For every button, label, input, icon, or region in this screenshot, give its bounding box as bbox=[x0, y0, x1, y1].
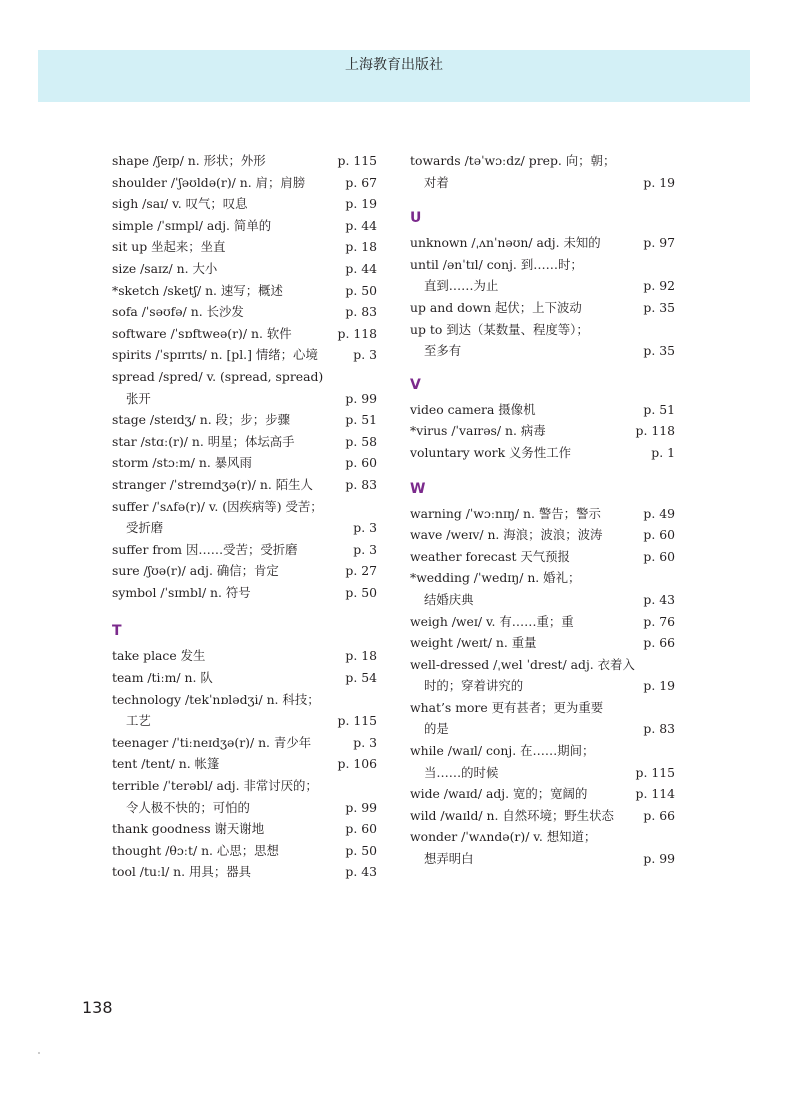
entry-page-ref: p. 106 bbox=[337, 756, 377, 772]
entry-page-ref: p. 83 bbox=[345, 476, 377, 492]
entry-page-ref: p. 60 bbox=[345, 821, 377, 837]
entry-continuation-line: 令人极不快的；可怕的 bbox=[126, 799, 250, 815]
entry-page-ref: p. 66 bbox=[643, 807, 675, 823]
entry-headword-line: suffer from 因……受苦；受折磨 bbox=[112, 541, 298, 557]
section-letter-v: V bbox=[410, 376, 421, 393]
entry-headword-line: warning /ˈwɔːnɪŋ/ n. 警告；警示 bbox=[410, 505, 601, 521]
entry-headword-line: storm /stɔːm/ n. 暴风雨 bbox=[112, 455, 252, 471]
entry-page-ref: p. 3 bbox=[353, 520, 377, 536]
entry-page-ref: p. 118 bbox=[635, 423, 675, 439]
glossary-entry bbox=[112, 689, 377, 732]
glossary-entry bbox=[112, 409, 377, 431]
glossary-entry bbox=[112, 193, 377, 215]
entry-headword-line: what’s more 更有甚者；更为重要 bbox=[410, 699, 604, 715]
entry-headword-line: wave /weɪv/ n. 海浪；波浪；波涛 bbox=[410, 527, 603, 543]
entry-page-ref: p. 1 bbox=[651, 444, 675, 460]
entry-page-ref: p. 67 bbox=[345, 174, 377, 190]
entry-page-ref: p. 50 bbox=[345, 282, 377, 298]
entry-continuation-line: 至多有 bbox=[424, 343, 462, 359]
glossary-entry bbox=[112, 323, 377, 345]
entry-headword-line: while /waɪl/ conj. 在……期间； bbox=[410, 743, 595, 759]
glossary-entry bbox=[410, 826, 675, 869]
entry-headword-line: spread /spred/ v. (spread, spread) bbox=[112, 368, 324, 384]
entry-headword-line: sigh /saɪ/ v. 叹气；叹息 bbox=[112, 196, 248, 212]
entry-headword-line: sit up 坐起来；坐直 bbox=[112, 239, 226, 255]
glossary-entry bbox=[112, 560, 377, 582]
glossary-entry bbox=[112, 236, 377, 258]
glossary-entry bbox=[112, 539, 377, 561]
entry-headword-line: tool /tuːl/ n. 用具；器具 bbox=[112, 864, 251, 880]
entry-continuation-line: 想弄明白 bbox=[424, 851, 474, 867]
glossary-entry bbox=[410, 805, 675, 827]
glossary-entry bbox=[112, 840, 377, 862]
glossary-entry bbox=[112, 258, 377, 280]
entry-headword-line: wonder /ˈwʌndə(r)/ v. 想知道； bbox=[410, 829, 597, 845]
glossary-entry bbox=[112, 645, 377, 667]
glossary-entry bbox=[410, 297, 675, 319]
glossary-entry bbox=[410, 319, 675, 362]
entry-page-ref: p. 3 bbox=[353, 734, 377, 750]
glossary-entry bbox=[410, 524, 675, 546]
glossary-entry bbox=[112, 753, 377, 775]
entry-page-ref: p. 3 bbox=[353, 541, 377, 557]
glossary-entry bbox=[410, 697, 675, 740]
glossary-entry bbox=[410, 740, 675, 783]
entry-page-ref: p. 99 bbox=[345, 390, 377, 406]
glossary-entry bbox=[112, 775, 377, 818]
glossary-entry bbox=[410, 503, 675, 525]
entry-page-ref: p. 18 bbox=[345, 648, 377, 664]
entry-page-ref: p. 19 bbox=[643, 174, 675, 190]
header-band bbox=[38, 50, 750, 102]
page-number: 138 bbox=[82, 998, 113, 1017]
entry-headword-line: *wedding /ˈwedɪŋ/ n. 婚礼； bbox=[410, 570, 581, 586]
entry-page-ref: p. 19 bbox=[345, 196, 377, 212]
glossary-column-left bbox=[112, 150, 377, 883]
entry-page-ref: p. 115 bbox=[635, 764, 675, 780]
entry-headword-line: up to 到达（某数量、程度等）； bbox=[410, 321, 589, 337]
glossary-entry bbox=[112, 861, 377, 883]
glossary-entry bbox=[112, 172, 377, 194]
entry-page-ref: p. 99 bbox=[345, 799, 377, 815]
glossary-entry bbox=[410, 232, 675, 254]
glossary-entry bbox=[410, 783, 675, 805]
entry-continuation-line: 对着 bbox=[424, 174, 449, 190]
glossary-entry bbox=[112, 474, 377, 496]
glossary-entry bbox=[410, 254, 675, 297]
entry-page-ref: p. 58 bbox=[345, 433, 377, 449]
entry-headword-line: simple /ˈsɪmpl/ adj. 简单的 bbox=[112, 217, 272, 233]
glossary-entry bbox=[112, 215, 377, 237]
glossary-entry bbox=[112, 150, 377, 172]
entry-page-ref: p. 60 bbox=[345, 455, 377, 471]
entry-page-ref: p. 97 bbox=[643, 235, 675, 251]
glossary-entry bbox=[410, 420, 675, 442]
glossary-entry bbox=[112, 818, 377, 840]
entry-headword-line: take place 发生 bbox=[112, 648, 206, 664]
entry-headword-line: well-dressed /ˌwel ˈdrest/ adj. 衣着入 bbox=[410, 656, 635, 672]
entry-headword-line: voluntary work 义务性工作 bbox=[410, 444, 571, 460]
entry-headword-line: terrible /ˈterəbl/ adj. 非常讨厌的； bbox=[112, 778, 318, 794]
entry-headword-line: thank goodness 谢天谢地 bbox=[112, 821, 265, 837]
entry-headword-line: sofa /ˈsəʊfə/ n. 长沙发 bbox=[112, 304, 244, 320]
entry-page-ref: p. 114 bbox=[635, 786, 675, 802]
entry-headword-line: weather forecast 天气预报 bbox=[410, 548, 570, 564]
entry-page-ref: p. 66 bbox=[643, 635, 675, 651]
entry-page-ref: p. 18 bbox=[345, 239, 377, 255]
entry-page-ref: p. 92 bbox=[643, 278, 675, 294]
entry-headword-line: wild /waɪld/ n. 自然环境；野生状态 bbox=[410, 807, 614, 823]
entry-page-ref: p. 51 bbox=[643, 401, 675, 417]
glossary-entry bbox=[112, 344, 377, 366]
entry-headword-line: stranger /ˈstreɪndʒə(r)/ n. 陌生人 bbox=[112, 476, 313, 492]
entry-page-ref: p. 49 bbox=[643, 505, 675, 521]
glossary-entry bbox=[112, 301, 377, 323]
entry-headword-line: shape /ʃeɪp/ n. 形状；外形 bbox=[112, 153, 266, 168]
glossary-entry bbox=[112, 496, 377, 539]
entry-continuation-line: 当……的时候 bbox=[424, 764, 499, 780]
entry-headword-line: star /stɑː(r)/ n. 明星；体坛高手 bbox=[112, 433, 295, 449]
entry-page-ref: p. 44 bbox=[345, 217, 377, 233]
entry-page-ref: p. 43 bbox=[345, 864, 377, 880]
entry-continuation-line: 结婚庆典 bbox=[424, 591, 474, 607]
entry-headword-line: symbol /ˈsɪmbl/ n. 符号 bbox=[112, 584, 251, 600]
glossary-entry bbox=[410, 654, 675, 697]
entry-page-ref: p. 19 bbox=[643, 678, 675, 694]
entry-headword-line: weight /weɪt/ n. 重量 bbox=[410, 635, 537, 651]
entry-continuation-line: 直到……为止 bbox=[424, 278, 499, 294]
entry-page-ref: p. 83 bbox=[345, 304, 377, 320]
glossary-entry bbox=[112, 452, 377, 474]
entry-headword-line: until /ənˈtɪl/ conj. 到……时； bbox=[410, 256, 583, 272]
glossary-entry bbox=[410, 632, 675, 654]
glossary-entry bbox=[410, 567, 675, 610]
section-letter-u: U bbox=[410, 210, 422, 227]
section-letter-t: T bbox=[112, 623, 122, 640]
entry-page-ref: p. 27 bbox=[345, 563, 377, 579]
entry-headword-line: team /tiːm/ n. 队 bbox=[112, 670, 213, 686]
entry-headword-line: up and down 起伏；上下波动 bbox=[410, 299, 582, 315]
entry-headword-line: *sketch /sketʃ/ n. 速写；概述 bbox=[112, 282, 283, 298]
entry-headword-line: *virus /ˈvaɪrəs/ n. 病毒 bbox=[410, 423, 546, 439]
glossary-entry bbox=[410, 150, 675, 193]
entry-page-ref: p. 118 bbox=[337, 325, 377, 341]
glossary-entry bbox=[410, 399, 675, 421]
glossary-entry bbox=[112, 280, 377, 302]
entry-page-ref: p. 54 bbox=[345, 670, 377, 686]
entry-headword-line: wide /waɪd/ adj. 宽的；宽阔的 bbox=[410, 786, 588, 802]
entry-headword-line: video camera 摄像机 bbox=[410, 401, 536, 417]
entry-headword-line: software /ˈsɒftweə(r)/ n. 软件 bbox=[112, 325, 292, 341]
entry-continuation-line: 受折磨 bbox=[126, 520, 164, 536]
entry-page-ref: p. 51 bbox=[345, 412, 377, 428]
entry-page-ref: p. 60 bbox=[643, 527, 675, 543]
entry-headword-line: unknown /ˌʌnˈnəʊn/ adj. 未知的 bbox=[410, 235, 601, 251]
entry-headword-line: tent /tent/ n. 帐篷 bbox=[112, 756, 220, 772]
entry-page-ref: p. 115 bbox=[337, 153, 377, 168]
publisher-name: 上海教育出版社 bbox=[345, 57, 443, 73]
entry-headword-line: weigh /weɪ/ v. 有……重；重 bbox=[410, 613, 574, 629]
glossary-entry bbox=[112, 431, 377, 453]
entry-page-ref: p. 115 bbox=[337, 713, 377, 729]
entry-headword-line: suffer /ˈsʌfə(r)/ v. (因疾病等) 受苦； bbox=[112, 498, 323, 514]
entry-headword-line: shoulder /ˈʃəʊldə(r)/ n. 肩；肩膀 bbox=[112, 174, 306, 190]
entry-headword-line: towards /təˈwɔːdz/ prep. 向；朝； bbox=[410, 153, 616, 168]
entry-page-ref: p. 35 bbox=[643, 299, 675, 315]
entry-page-ref: p. 76 bbox=[643, 613, 675, 629]
entry-page-ref: p. 83 bbox=[643, 721, 675, 737]
entry-headword-line: size /saɪz/ n. 大小 bbox=[112, 260, 218, 276]
entry-headword-line: teenager /ˈtiːneɪdʒə(r)/ n. 青少年 bbox=[112, 734, 312, 750]
entry-page-ref: p. 3 bbox=[353, 347, 377, 363]
entry-headword-line: technology /tekˈnɒlədʒi/ n. 科技； bbox=[112, 691, 320, 707]
entry-page-ref: p. 44 bbox=[345, 260, 377, 276]
entry-page-ref: p. 50 bbox=[345, 842, 377, 858]
section-letter-w: W bbox=[410, 480, 426, 497]
entry-page-ref: p. 43 bbox=[643, 591, 675, 607]
entry-page-ref: p. 35 bbox=[643, 343, 675, 359]
entry-headword-line: sure /ʃʊə(r)/ adj. 确信；肯定 bbox=[112, 563, 279, 579]
glossary-entry bbox=[410, 546, 675, 568]
entry-headword-line: stage /steɪdʒ/ n. 段；步；步骤 bbox=[112, 412, 290, 428]
glossary-entry bbox=[410, 611, 675, 633]
glossary-entry bbox=[112, 366, 377, 409]
entry-headword-line: spirits /ˈspɪrɪts/ n. [pl.] 情绪；心境 bbox=[112, 347, 318, 363]
entry-page-ref: p. 99 bbox=[643, 851, 675, 867]
entry-continuation-line: 时的；穿着讲究的 bbox=[424, 678, 524, 694]
glossary-entry bbox=[112, 667, 377, 689]
entry-continuation-line: 的是 bbox=[424, 721, 449, 737]
entry-page-ref: p. 50 bbox=[345, 584, 377, 600]
glossary-column-right bbox=[410, 150, 675, 870]
corner-dot bbox=[38, 1052, 40, 1054]
entry-continuation-line: 工艺 bbox=[126, 713, 151, 729]
entry-continuation-line: 张开 bbox=[126, 390, 151, 406]
glossary-entry bbox=[410, 442, 675, 464]
entry-headword-line: thought /θɔːt/ n. 心思；思想 bbox=[112, 842, 279, 858]
glossary-entry bbox=[112, 582, 377, 604]
glossary-entry bbox=[112, 732, 377, 754]
entry-page-ref: p. 60 bbox=[643, 548, 675, 564]
